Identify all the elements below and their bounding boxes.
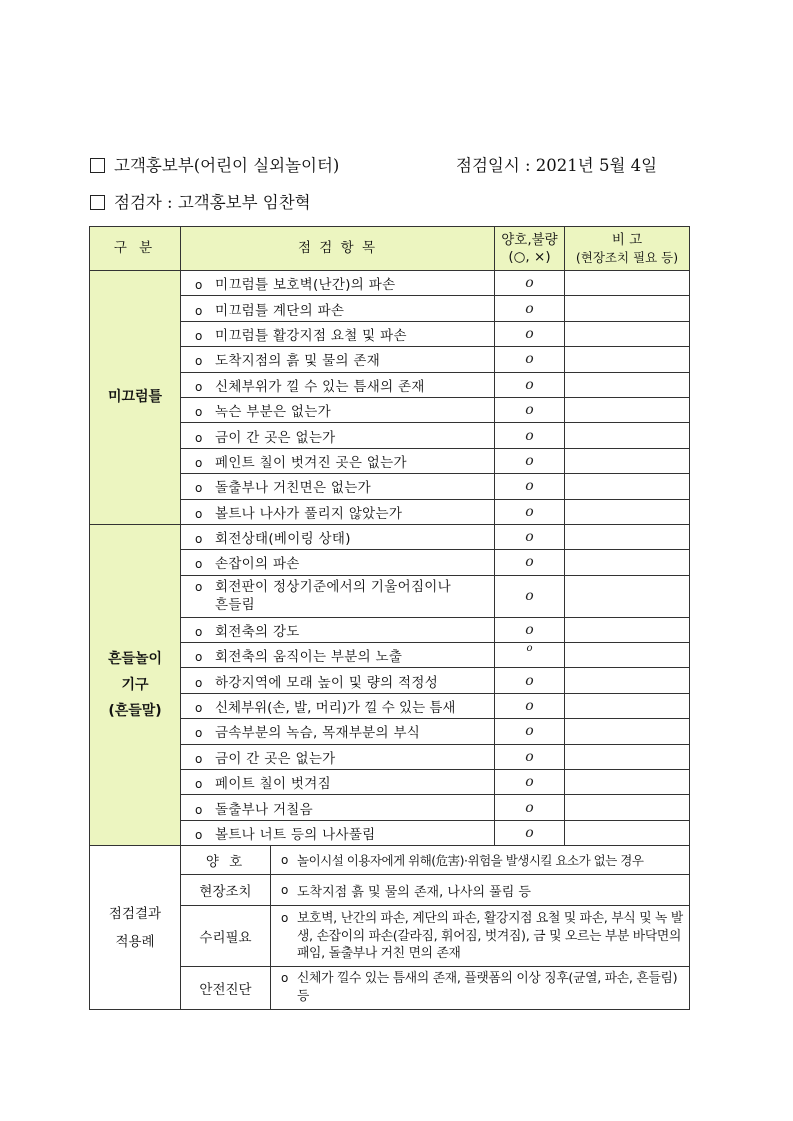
bullet-icon: o bbox=[195, 354, 203, 369]
check-item-text: 회전축의 움직이는 부분의 노출 bbox=[215, 649, 403, 666]
check-item bbox=[181, 550, 495, 575]
result-label: 수리필요 bbox=[181, 906, 271, 966]
result-mark: o bbox=[495, 617, 565, 642]
check-item bbox=[181, 744, 495, 769]
checkbox-square-icon bbox=[90, 158, 105, 173]
result-mark: o bbox=[495, 770, 565, 795]
result-mark: o bbox=[495, 719, 565, 744]
result-mark: o bbox=[495, 271, 565, 296]
check-item-text: 미끄럼틀 계단의 파손 bbox=[215, 302, 345, 319]
bullet-icon: o bbox=[195, 580, 203, 595]
note-cell bbox=[565, 550, 690, 575]
check-item bbox=[181, 499, 495, 524]
bullet-icon: o bbox=[195, 701, 203, 716]
category-line: 기구 bbox=[121, 677, 149, 694]
result-mark: o bbox=[495, 321, 565, 346]
check-item bbox=[181, 820, 495, 845]
bullet-icon: o bbox=[195, 532, 203, 547]
inspector-name: 점검자 : 고객홍보부 임찬혁 bbox=[114, 193, 311, 212]
check-item bbox=[181, 271, 495, 296]
result-desc bbox=[271, 875, 689, 905]
result-desc-text: 신체가 낄수 있는 틈새의 존재, 플랫폼의 이상 징후(균열, 파손, 흔들림) 등 bbox=[297, 971, 678, 1004]
header-category: 구 분 bbox=[90, 227, 181, 271]
bullet-icon: o bbox=[195, 430, 203, 445]
result-mark: o bbox=[495, 347, 565, 372]
bullet-icon: o bbox=[195, 328, 203, 343]
result-row-wrapper bbox=[181, 875, 690, 906]
check-item bbox=[181, 719, 495, 744]
result-mark: o bbox=[495, 499, 565, 524]
check-item-text: 신체부위가 낄 수 있는 틈새의 존재 bbox=[215, 378, 425, 395]
facility-line bbox=[90, 152, 339, 176]
header-result-line1: 양호,불량 bbox=[501, 231, 558, 248]
note-cell bbox=[565, 474, 690, 499]
category-line: 점검결과 bbox=[108, 905, 162, 922]
table-row bbox=[90, 271, 690, 296]
note-cell bbox=[565, 795, 690, 820]
note-cell bbox=[565, 617, 690, 642]
note-cell bbox=[565, 423, 690, 448]
category-line: 적용례 bbox=[115, 933, 155, 950]
result-label: 현장조치 bbox=[181, 875, 271, 905]
inspection-table bbox=[89, 226, 690, 1010]
check-item-text: 볼트나 너트 등의 나사풀림 bbox=[215, 827, 376, 843]
check-item bbox=[181, 617, 495, 642]
result-mark: o bbox=[495, 397, 565, 422]
result-row-wrapper bbox=[181, 846, 690, 875]
result-label: 양 호 bbox=[181, 846, 271, 874]
check-item-text: 금이 간 곳은 없는가 bbox=[215, 429, 336, 446]
note-cell bbox=[565, 499, 690, 524]
check-item-text: 페인트 칠이 벗겨진 곳은 없는가 bbox=[215, 454, 407, 471]
result-mark: o bbox=[495, 550, 565, 575]
result-mark: o bbox=[495, 820, 565, 845]
result-desc-text: 보호벽, 난간의 파손, 계단의 파손, 활강지점 요철 및 파손, 부식 및 녹 발생, 손잡이의 파손(갈라짐, 휘어짐, 벗겨짐), 금 및 오르는 부분 바닥면의 패임, 돌출부나 거친 면의 존재 bbox=[297, 911, 683, 962]
header-note-line1: 비 고 bbox=[611, 231, 643, 248]
result-mark: o bbox=[495, 372, 565, 397]
header-result bbox=[495, 227, 565, 271]
check-item bbox=[181, 397, 495, 422]
note-cell bbox=[565, 744, 690, 769]
bullet-icon: o bbox=[195, 506, 203, 521]
check-item bbox=[181, 372, 495, 397]
note-cell bbox=[565, 296, 690, 321]
note-cell bbox=[565, 693, 690, 718]
checkbox-square-icon bbox=[90, 195, 105, 210]
result-label: 안전진단 bbox=[181, 967, 271, 1009]
note-cell bbox=[565, 347, 690, 372]
result-mark: o bbox=[495, 668, 565, 693]
check-item-text: 돌출부나 거칠음 bbox=[215, 801, 313, 818]
result-mark: o bbox=[495, 423, 565, 448]
check-item-text: 손잡이의 파손 bbox=[215, 556, 300, 573]
header-result-line2: (○, ×) bbox=[508, 248, 551, 265]
check-item-text: 하강지역에 모래 높이 및 량의 적정성 bbox=[215, 674, 439, 691]
check-item bbox=[181, 770, 495, 795]
check-item bbox=[181, 347, 495, 372]
note-cell bbox=[565, 448, 690, 473]
check-item-text: 도착지점의 흙 및 물의 존재 bbox=[215, 353, 381, 370]
result-mark: o bbox=[495, 643, 565, 668]
inspection-date: 점검일시 : 2021년 5월 4일 bbox=[456, 156, 658, 175]
header-note-line2: (현장조치 필요 등) bbox=[575, 249, 679, 265]
category-line: 흔들놀이 bbox=[107, 651, 163, 668]
result-desc bbox=[271, 846, 689, 874]
result-mark: o bbox=[495, 448, 565, 473]
bullet-icon: o bbox=[195, 405, 203, 420]
bullet-icon: o bbox=[195, 303, 203, 318]
note-cell bbox=[565, 575, 690, 617]
bullet-icon: o bbox=[195, 557, 203, 572]
note-cell bbox=[565, 321, 690, 346]
check-item bbox=[181, 668, 495, 693]
result-mark: o bbox=[495, 524, 565, 549]
inspector-line bbox=[90, 189, 311, 213]
result-mark: o bbox=[495, 693, 565, 718]
bullet-icon: o bbox=[195, 675, 203, 690]
check-item bbox=[181, 423, 495, 448]
result-mark: o bbox=[495, 474, 565, 499]
check-item bbox=[181, 795, 495, 820]
note-cell bbox=[565, 770, 690, 795]
check-item bbox=[181, 474, 495, 499]
result-mark: o bbox=[495, 575, 565, 617]
bullet-icon: o bbox=[195, 379, 203, 394]
bullet-icon: o bbox=[281, 911, 289, 926]
bullet-icon: o bbox=[195, 624, 203, 639]
check-item bbox=[181, 448, 495, 473]
bullet-icon: o bbox=[195, 455, 203, 470]
bullet-icon: o bbox=[195, 650, 203, 665]
bullet-icon: o bbox=[195, 726, 203, 741]
table-row bbox=[90, 524, 690, 549]
bullet-icon: o bbox=[281, 853, 288, 868]
result-row-wrapper bbox=[181, 906, 690, 967]
result-mark: o bbox=[495, 795, 565, 820]
result-desc-text: 놀이시설 이용자에게 위해(危害)·위험을 발생시킬 요소가 없는 경우 bbox=[297, 853, 644, 869]
bullet-icon: o bbox=[195, 828, 203, 842]
check-item-text: 회전축의 강도 bbox=[215, 623, 300, 640]
note-cell bbox=[565, 719, 690, 744]
check-item bbox=[181, 321, 495, 346]
bullet-icon: o bbox=[195, 278, 203, 293]
check-item-text: 미끄럼틀 활강지점 요철 및 파손 bbox=[215, 327, 407, 344]
result-desc bbox=[271, 906, 689, 966]
check-item-text: 흔들림 bbox=[215, 597, 256, 614]
bullet-icon: o bbox=[195, 802, 203, 817]
check-item-text: 녹슨 부분은 없는가 bbox=[215, 404, 331, 421]
category-rocking bbox=[90, 524, 181, 845]
check-item-text: 미끄럼틀 보호벽(난간)의 파손 bbox=[215, 277, 396, 294]
result-mark: o bbox=[495, 744, 565, 769]
note-cell bbox=[565, 271, 690, 296]
check-item bbox=[181, 296, 495, 321]
result-desc-text: 도착지점 흙 및 물의 존재, 나사의 풀림 등 bbox=[297, 884, 531, 900]
check-item bbox=[181, 524, 495, 549]
bullet-icon: o bbox=[281, 883, 289, 898]
check-item-text: 돌출부나 거친면은 없는가 bbox=[215, 480, 371, 497]
note-cell bbox=[565, 397, 690, 422]
result-desc bbox=[271, 967, 689, 1009]
check-item-text: 금속부분의 녹슴, 목재부분의 부식 bbox=[215, 725, 421, 742]
note-cell bbox=[565, 820, 690, 845]
check-item-text: 신체부위(손, 발, 머리)가 낄 수 있는 틈새 bbox=[215, 700, 456, 717]
check-item-text: 볼트나 나사가 풀리지 않았는가 bbox=[215, 505, 403, 522]
header-items: 점 검 항 목 bbox=[181, 227, 495, 271]
facility-name: 고객홍보부(어린이 실외놀이터) bbox=[114, 156, 340, 175]
note-cell bbox=[565, 643, 690, 668]
category-line: (흔들말) bbox=[108, 703, 162, 720]
check-item bbox=[181, 643, 495, 668]
check-item-text: 회전판이 정상기준에서의 기울어짐이나 bbox=[215, 579, 451, 596]
check-item-text: 회전상태(베이링 상태) bbox=[215, 531, 351, 548]
category-slide: 미끄럼틀 bbox=[90, 271, 181, 525]
bullet-icon: o bbox=[195, 481, 203, 496]
table-row bbox=[90, 846, 690, 875]
check-item bbox=[181, 575, 495, 617]
header-note bbox=[565, 227, 690, 271]
note-cell bbox=[565, 372, 690, 397]
category-results bbox=[90, 846, 181, 1010]
result-row-wrapper bbox=[181, 967, 690, 1010]
result-mark: o bbox=[495, 296, 565, 321]
check-item-text: 금이 간 곳은 없는가 bbox=[215, 750, 336, 767]
note-cell bbox=[565, 668, 690, 693]
bullet-icon: o bbox=[195, 751, 203, 766]
bullet-icon: o bbox=[195, 777, 203, 792]
note-cell bbox=[565, 524, 690, 549]
check-item-text: 페이트 칠이 벗겨짐 bbox=[215, 776, 331, 793]
check-item bbox=[181, 693, 495, 718]
bullet-icon: o bbox=[281, 971, 289, 986]
